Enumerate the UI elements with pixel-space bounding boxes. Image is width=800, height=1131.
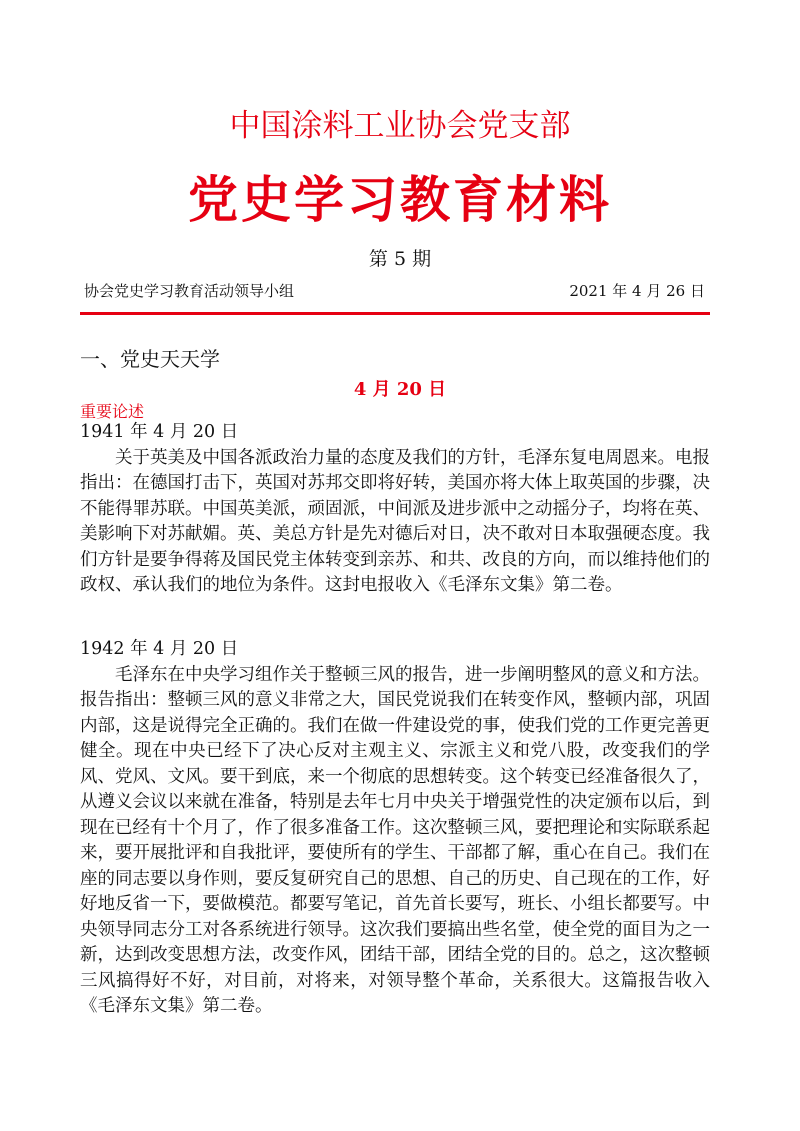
document-title: 党史学习教育材料	[188, 171, 612, 229]
section-heading: 一、党史天天学	[80, 347, 220, 371]
publisher-name: 协会党史学习教育活动领导小组	[84, 282, 295, 300]
publish-date: 2021 年 4 月 26 日	[569, 282, 705, 300]
entry-1941	[80, 420, 710, 599]
entry-text: 毛泽东在中央学习组作关于整顿三风的报告，进一步阐明整风的意义和方法。报告指出：整顿三风的意义非常之大，国民党说我们在转变作风，整顿内部，巩固内部，这是说得完全正确的。我们在做一件建设党的事，使我们党的工作更完善更健全。现在中央已经下了决心反对主观主义、宗派主义和党八股，改变我们的学风、党风、文风。要干到底，来一个彻底的思想转变。这个转变已经准备很久了，从遵义会议以来就在准备，特别是去年七月中央关于增强党性的决定颁布以后，到现在已经有十个月了，作了很多准备工作。这次整顿三风，要把理论和实际联系起来，要开展批评和自我批评，要使所有的学生、干部都了解，重心在自己。我们在座的同志要以身作则，要反复研究自己的思想、自己的历史、自己现在的工作，好好地反省一下，要做模范。都要写笔记，首先首长要写，班长、小组长都要写。中央领导同志分工对各系统进行领导。这次我们要搞出些名堂，使全党的面目为之一新，达到改变思想方法，改变作风，团结干部，团结全党的目的。总之，这次整顿三风搞得好不好，对目前，对将来，对领导整个革命，关系很大。这篇报告收入《毛泽东文集》第二卷。	[80, 664, 710, 1016]
header-divider	[80, 312, 710, 315]
issue-number: 第 5 期	[368, 248, 432, 270]
day-heading: 4 月 20 日	[353, 379, 447, 400]
entry-1942	[80, 637, 710, 1020]
organization-name: 中国涂料工业协会党支部	[229, 108, 571, 144]
entry-text: 关于英美及中国各派政治力量的态度及我们的方针，毛泽东复电周恩来。电报指出：在德国打击下，英国对苏邦交即将好转，美国亦将大体上取英国的步骤，决不能得罪苏联。中国英美派，顽固派，中间派及进步派中之动摇分子，均将在英、美影响下对苏献媚。英、美总方针是先对德后对日，决不敢对日本取强硬态度。我们方针是要争得蒋及国民党主体转变到亲苏、和共、改良的方向，而以维持他们的政权、承认我们的地位为条件。这封电报收入《毛泽东文集》第二卷。	[80, 447, 710, 595]
subsection-heading: 重要论述	[80, 402, 145, 421]
entry-date: 1941 年 4 月 20 日	[80, 422, 239, 442]
entry-date: 1942 年 4 月 20 日	[80, 639, 239, 659]
